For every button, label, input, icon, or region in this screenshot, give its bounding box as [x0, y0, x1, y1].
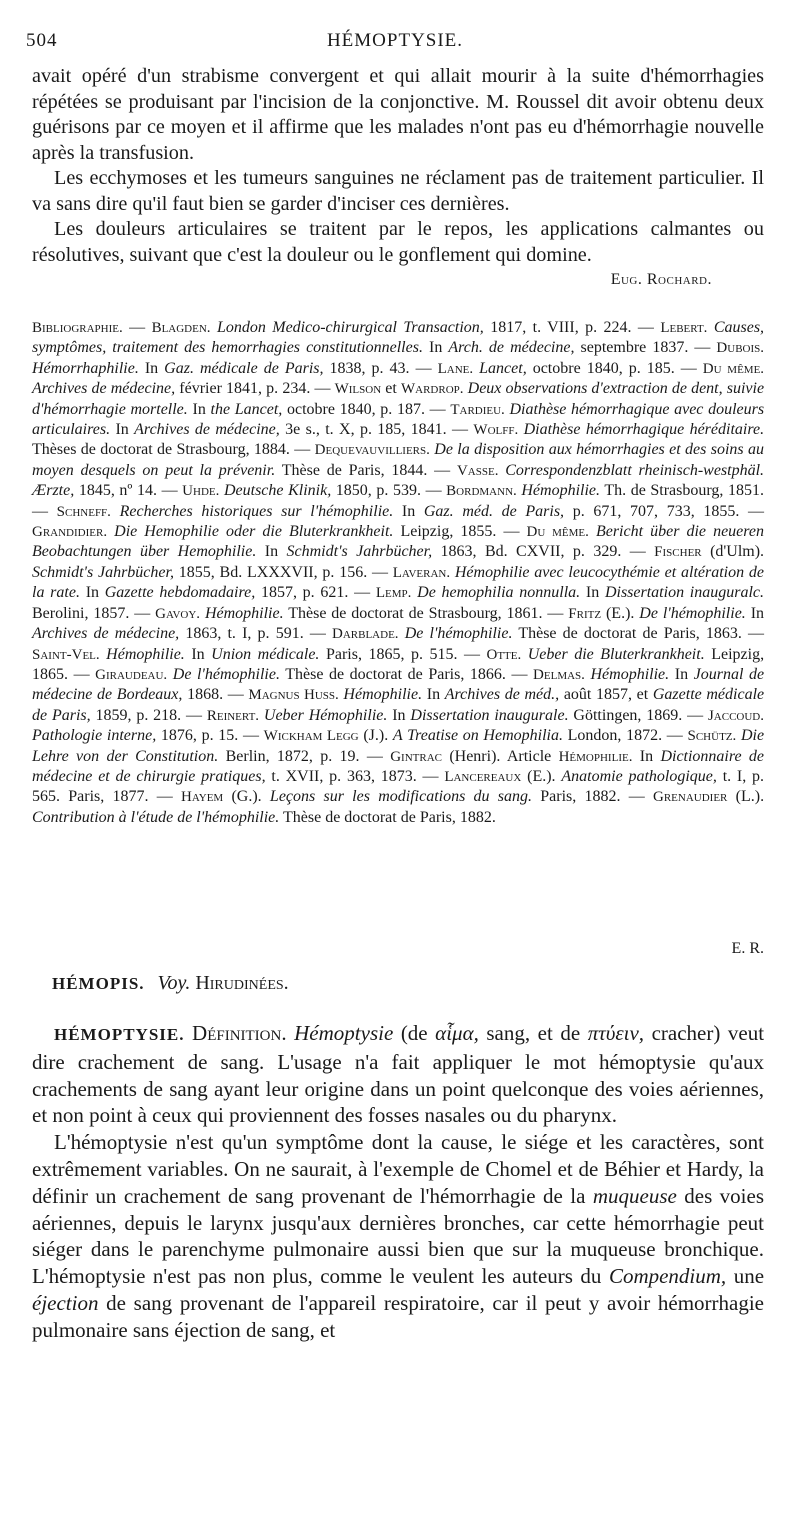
greek-word: πτύειν,	[587, 1021, 645, 1045]
bib-author: Du même.	[526, 524, 589, 541]
page-number: 504	[26, 30, 58, 51]
bib-title: London Medico-chirurgical Transaction,	[216, 319, 484, 336]
bib-title: Ueber Hémophilie.	[263, 706, 388, 724]
bib-details: In	[750, 604, 765, 622]
bib-author: Reinert.	[206, 707, 260, 724]
bib-details: Leipzig, 1855. —	[400, 523, 520, 541]
bib-details: In	[191, 645, 205, 663]
entry-headword: HÉMOPIS.	[52, 974, 145, 993]
see-also-label: Voy.	[157, 972, 191, 994]
bib-title: Hémophilie.	[343, 686, 423, 704]
hemoptysie-paragraph-1	[32, 1020, 764, 1129]
entry-hemopis	[52, 972, 289, 995]
bib-title: Hémophilie.	[204, 604, 284, 622]
bib-details: Göttingen, 1869. —	[573, 706, 704, 724]
bib-title: Correspondenzblatt rheinisch-westphäl. Ærzte,	[32, 461, 765, 500]
section-label: Définition.	[192, 1021, 287, 1045]
bib-journal: Archives de médecine,	[32, 625, 180, 643]
text-segment: cracher) veut dire crachement de sang. L'usage n'a fait appliquer le mot hémoptysie qu'aux crachements de sang ayant leur origine dans un point quelconque des voies aériennes, et non point à ceux qui proviennent des fosses nasales ou du pharynx.	[32, 1021, 765, 1128]
running-header	[26, 30, 764, 58]
defined-term: Hémoptysie	[294, 1021, 394, 1045]
text-segment: L'hémoptysie n'est qu'un symptôme dont la cause, le siége et les caractères, sont extrêmement variables. On ne saurait, à l'exemple de Chomel et de Béhier et Hardy, la définir un crachement de sang provenant de l'hémorrhagie de la	[32, 1130, 764, 1208]
bib-title: Deux observations d'extraction de dent, suivie d'hémorrhagie mortelle.	[32, 380, 765, 418]
bib-conjunction: et	[385, 380, 397, 398]
hemoptysie-paragraph-2	[32, 1129, 764, 1343]
bib-title: Anatomie pathologique,	[561, 767, 717, 785]
bib-details: Thèse de doctorat de Strasbourg, 1861. —	[288, 604, 564, 622]
bib-author: Hayem	[180, 789, 224, 806]
bib-article-title: Hémophilie.	[558, 748, 633, 765]
bib-author: Gavoy.	[155, 605, 201, 622]
bib-author: Schütz.	[687, 728, 737, 745]
bib-details: (L.).	[735, 788, 765, 806]
bib-title: Hémophilie.	[521, 482, 601, 500]
bib-details: In	[426, 686, 441, 704]
bib-author: Blagden.	[151, 320, 211, 336]
bib-details: octobre 1840, p. 185. —	[532, 359, 697, 377]
bib-author: Laveran.	[392, 564, 451, 581]
running-title: HÉMOPTYSIE.	[326, 30, 464, 51]
bib-title: De l'hémophilie.	[404, 625, 513, 643]
bib-author: Wickham Legg	[263, 728, 359, 745]
bib-author: Wolff.	[473, 422, 519, 439]
bib-journal: Archives de médecine,	[134, 421, 280, 439]
bib-title: Hémophilie.	[106, 645, 185, 663]
bib-details: 1868. —	[187, 686, 244, 704]
author-signature: Eug. Rochard.	[610, 271, 712, 288]
bib-author: Schneff.	[56, 503, 111, 520]
bib-journal: Gaz. méd. de Paris,	[423, 502, 565, 520]
bib-author: Lebert.	[660, 320, 708, 336]
bibliography-text: Bibliographie. — Blagden. London Medico-chirurgical Transaction, 1817, t. VIII, p. 224. — Lebert. Causes, symptômes, traitement des hemorrhagies constitutionnelles. In Arch. de médecine, septembre 1837. — Dubois. Hémorrhaphilie. In Gaz. médicale de Paris, 1838, p. 43. — Lane. Lancet, octobre 1840, p. 185. — Du même. Archives de médecine, février 1841, p. 234. — Wilson et Wardrop. Deux observations d'extraction de dent, suivie d'hémorrhagie mortelle. In the Lancet, octobre 1840, p. 187. — Tardieu. Diathèse hémorrhagique avec douleurs articulaires. In Archives de médecine, 3e s., t. X, p. 185, 1841. — Wolff. Diathèse hémorrhagique héréditaire. Thèses de doctorat de Strasbourg, 1884. — Dequevauvilliers. De la disposition aux hémorrhagies et des soins au moyen desquels on peut la prévenir. Thèse de Paris, 1844. — Vasse. Correspondenzblatt rheinisch-westphäl. Ærzte, 1845, nº 14. — Uhde. Deutsche Klinik, 1850, p. 539. — Bordmann. Hémophilie. Th. de Strasbourg, 1851. — Schneff. Recherches historiques sur l'hémophilie. In Gaz. méd. de Paris, p. 671, 707, 733, 1855. — Grandidier. Die Hemophilie oder die Bluterkrankheit. Leipzig, 1855. — Du même. Bericht über die neueren Beobachtungen über Hemophilie. In Schmidt's Jahrbücher, 1863, Bd. CXVII, p. 329. — Fischer (d'Ulm). Schmidt's Jahrbücher, 1855, Bd. LXXXVII, p. 156. — Laveran. Hémophilie avec leucocythémie et altération de la rate. In Gazette hebdomadaire, 1857, p. 621. — Lemp. De hemophilia nonnulla. In Dissertation inauguralc. Berolini, 1857. — Gavoy. Hémophilie. Thèse de doctorat de Strasbourg, 1861. — Fritz (E.). De l'hémophilie. In Archives de médecine, 1863, t. I, p. 591. — Darblade. De l'hémophilie. Thèse de doctorat de Paris, 1863. — Saint-Vel. Hémophilie. In Union médicale. Paris, 1865, p. 515. — Otte. Ueber die Bluterkrankheit. Leipzig, 1865. — Giraudeau. De l'hémophilie. Thèse de doctorat de Paris, 1866. — Delmas. Hémophilie. In Journal de médecine de Bordeaux, 1868. — Magnus Huss. Hémophilie. In Archives de méd., août 1857, et Gazette médicale de Paris, 1859, p. 218. — Reinert. Ueber Hémophilie. In Dissertation inaugurale. Göttingen, 1869. — Jaccoud. Pathologie interne, 1876, p. 15. — Wickham Legg (J.). A Treatise on Hemophilia. London, 1872. — Schütz. Die Lehre von der Constitution. Berlin, 1872, p. 19. — Gintrac (Henri). Article Hémophilie. In Dictionnaire de médecine et de chirurgie pratiques, t. XVII, p. 363, 1873. — Lancereaux (E.). Anatomie pathologique, t. I, p. 565. Paris, 1877. — Hayem (G.). Leçons sur les modifications du sang. Paris, 1882. — Grenaudier (L.). Contribution à l'étude de l'hémophilie. Thèse de doctorat de Paris, 1882.	[32, 319, 765, 826]
bib-title: Die Lehre von der Constitution.	[32, 727, 765, 765]
bib-author: Uhde.	[182, 483, 220, 500]
bib-details: Thèse de Paris, 1844. —	[281, 461, 451, 479]
bib-details: In	[429, 339, 443, 357]
bib-title: Hémorrhaphilie.	[32, 359, 139, 377]
bib-details: 1863, Bd. CXVII, p. 329. —	[440, 543, 646, 561]
bib-title: Hémophilie.	[590, 665, 670, 683]
bib-details: octobre 1840, p. 187. —	[286, 400, 446, 418]
bib-author: Fritz	[568, 605, 602, 622]
emphasis: éjection	[32, 1290, 99, 1315]
bib-details: (d'Ulm).	[710, 543, 765, 561]
bib-journal: Dissertation inaugurale.	[410, 706, 569, 724]
intro-paragraph-1: avait opéré d'un strabisme convergent et qui allait mourir à la suite d'hémorrhagies répétées se produisant par l'incision de la conjonctive. M. Roussel dit avoir obtenu deux guérisons par ce moyen et il affirme que les malades n'ont pas eu d'hémorrhagie nouvelle après la transfusion.	[32, 65, 764, 164]
bib-details: 1876, p. 15. —	[160, 727, 259, 745]
bib-title: Diathèse hémorrhagique héréditaire.	[523, 421, 765, 439]
bib-details: 1817, t. VIII, p. 224. —	[490, 319, 654, 336]
bib-title: Pathologie interne,	[32, 727, 157, 745]
bib-title: Lancet,	[479, 359, 527, 377]
bib-title: Contribution à l'étude de l'hémophilie.	[32, 808, 280, 826]
bib-details: Thèses de doctorat de Strasbourg, 1884. —	[32, 441, 311, 459]
entry-hemoptysie	[32, 1020, 764, 1344]
bib-author: Lemp.	[375, 585, 412, 602]
bib-details: 3e s., t. X, p. 185, 1841. —	[285, 421, 469, 439]
bib-author: Grenaudier	[653, 789, 728, 806]
bib-details: Thèse de doctorat de Paris, 1882.	[282, 808, 496, 826]
bib-journal: Dissertation inauguralc.	[604, 584, 765, 602]
bib-details: 1857, p. 621. —	[260, 584, 371, 602]
bib-details: In	[144, 359, 159, 377]
bib-details: 1850, p. 539. —	[335, 482, 442, 500]
bib-details: Paris, 1882. —	[540, 788, 645, 806]
bib-details: Th. de Strasbourg, 1851. —	[32, 482, 765, 520]
bib-details: 1838, p. 43. —	[329, 359, 432, 377]
bib-author: Gintrac	[390, 748, 442, 765]
bib-details: In	[674, 665, 689, 683]
bib-journal: Arch. de médecine,	[448, 339, 575, 357]
bibliography-initials: E. R.	[731, 940, 764, 957]
bib-journal: Dictionnaire de médecine et de chirurgie pratiques,	[32, 747, 765, 785]
bib-author: Bordmann.	[446, 483, 517, 500]
bib-title: Ueber die Bluterkrankheit.	[527, 645, 705, 663]
bib-journal: Gaz. médicale de Paris,	[164, 359, 324, 377]
bib-author: Saint-Vel.	[32, 646, 100, 663]
bib-author: Fischer	[654, 544, 702, 561]
bib-details: In	[192, 400, 206, 418]
text-segment: une	[733, 1264, 765, 1289]
bib-journal: Gazette hebdomadaire,	[104, 584, 256, 602]
bib-details: (E.).	[605, 604, 635, 622]
bib-details: London, 1872. —	[567, 727, 683, 745]
bib-details: (E.).	[527, 767, 556, 785]
bib-details: Berolini, 1857. —	[32, 604, 151, 622]
emphasis: Compendium,	[608, 1264, 727, 1289]
bib-details: 1863, t. I, p. 591. —	[185, 625, 326, 643]
bib-author: Delmas.	[533, 666, 585, 683]
bib-title: De l'hémophilie.	[172, 665, 280, 683]
bib-details: Thèse de doctorat de Paris, 1863. —	[518, 625, 765, 643]
greek-word: αἷμα,	[435, 1021, 479, 1045]
bib-title: Diathèse hémorrhagique avec douleurs articulaires.	[32, 400, 765, 439]
bib-author: Darblade.	[332, 626, 399, 643]
bib-details: In	[585, 584, 600, 602]
bib-author: Giraudeau.	[95, 666, 168, 683]
bib-title: Archives de médecine,	[32, 380, 176, 398]
text-segment: sang, et de	[486, 1021, 581, 1045]
bib-details: février 1841, p. 234. —	[179, 380, 331, 398]
bib-author: Wardrop.	[400, 381, 464, 398]
bib-details: (Henri). Article	[449, 747, 552, 765]
bib-details: septembre 1837. —	[580, 339, 711, 357]
bib-author: Vasse.	[456, 462, 499, 479]
bib-title: A Treatise on Hemophilia.	[392, 727, 563, 745]
bib-details: In	[401, 502, 416, 520]
bib-author: Lancereaux	[444, 768, 522, 785]
bib-details: Leipzig, 1865. —	[32, 645, 765, 683]
bib-author: Jaccoud.	[707, 707, 764, 724]
intro-paragraph-3: Les douleurs articulaires se traitent par le repos, les applications calmantes ou résolutives, suivant que c'est la douleur ou le gonflement qui domine.	[32, 218, 764, 266]
bib-journal: the Lancet,	[210, 400, 283, 418]
bib-journal: Union médicale.	[211, 645, 320, 663]
bib-title: Recherches historiques sur l'hémophilie.	[119, 502, 394, 520]
bibliography-label: Bibliographie.	[32, 320, 123, 336]
bib-journal: Gazette médicale de Paris,	[32, 686, 765, 724]
bib-title: Leçons sur les modifications du sang.	[269, 788, 533, 806]
bib-title: Causes, symptômes, traitement des hemorrhagies constitutionnelles.	[32, 319, 765, 357]
bib-details: In	[115, 421, 129, 439]
bib-details: In	[85, 584, 100, 602]
bib-author: Magnus Huss.	[248, 687, 339, 704]
bib-author: Grandidier.	[32, 524, 108, 541]
bib-author: Dequevauvilliers.	[314, 442, 430, 459]
bib-details: 1859, p. 218. —	[95, 706, 202, 724]
bib-journal: Schmidt's Jahrbücher,	[286, 543, 433, 561]
bib-details: (J.).	[363, 727, 389, 745]
bib-details: In	[639, 747, 654, 765]
bib-details: Berlin, 1872, p. 19. —	[225, 747, 383, 765]
bib-journal: Journal de médecine de Bordeaux,	[32, 665, 765, 704]
bib-author: Wilson	[334, 381, 382, 398]
bib-title: Hémophilie avec leucocythémie et altération de la rate.	[32, 563, 764, 602]
intro-section	[32, 64, 764, 292]
text-segment: de sang provenant de l'appareil respiratoire, car il peut y avoir hémorrhagie pulmonaire sans éjection de sang, et	[32, 1290, 765, 1342]
text-segment: (de	[400, 1021, 428, 1045]
bib-details: 1855, Bd. LXXXVII, p. 156. —	[178, 563, 388, 581]
bib-journal: Archives de méd.,	[444, 686, 560, 704]
bib-author: Otte.	[486, 646, 522, 663]
bib-title: De hemophilia nonnulla.	[417, 584, 581, 602]
bib-title: De l'hémophilie.	[639, 604, 746, 622]
bibliography	[32, 318, 764, 828]
bib-details: In	[264, 543, 279, 561]
entry-headword: HÉMOPTYSIE.	[54, 1025, 185, 1044]
bib-details: Paris, 1865, p. 515. —	[325, 645, 480, 663]
bib-details: Thèse de doctorat de Paris, 1866. —	[285, 665, 528, 683]
bib-author: Du même.	[702, 360, 765, 377]
bib-title: De la disposition aux hémorrhagies et des soins au moyen desquels on peut la prévenir.	[32, 441, 765, 479]
cross-reference-link[interactable]: Hirudinées.	[195, 972, 289, 994]
emphasis: muqueuse	[592, 1183, 677, 1208]
bib-details: 1845, nº 14. —	[78, 482, 178, 500]
bib-details: août 1857, et	[563, 686, 649, 704]
bib-details: t. XVII, p. 363, 1873. —	[271, 767, 439, 785]
text-segment: des voies aériennes, depuis le larynx jusqu'aux dernières bronches, car cette hémorrhagie peut siéger dans le parenchyme pulmonaire aussi bien que sur la muqueuse bronchique. L'hémoptysie n'est pas non plus, comme le veulent les auteurs du	[32, 1183, 765, 1289]
bib-author: Tardieu.	[450, 401, 505, 418]
bib-author: Lane.	[437, 360, 474, 377]
bib-title: Deutsche Klinik,	[223, 482, 332, 500]
bib-title: Schmidt's Jahrbücher,	[32, 563, 174, 581]
bib-details: t. I, p. 565. Paris, 1877. —	[32, 767, 765, 806]
bib-title: Bericht über die neueren Beobachtungen über Hemophilie.	[32, 523, 765, 561]
bib-details: In	[392, 706, 406, 724]
bib-author: Dubois.	[716, 340, 765, 357]
bib-details: p. 671, 707, 733, 1855. —	[572, 502, 764, 520]
bib-details: (G.).	[231, 788, 262, 806]
bib-title: Die Hemophilie oder die Bluterkrankheit.	[114, 523, 394, 541]
intro-paragraph-2: Les ecchymoses et les tumeurs sanguines ne réclament pas de traitement particulier. Il va sans dire qu'il faut bien se garder d'inciser ces dernières.	[32, 167, 764, 215]
